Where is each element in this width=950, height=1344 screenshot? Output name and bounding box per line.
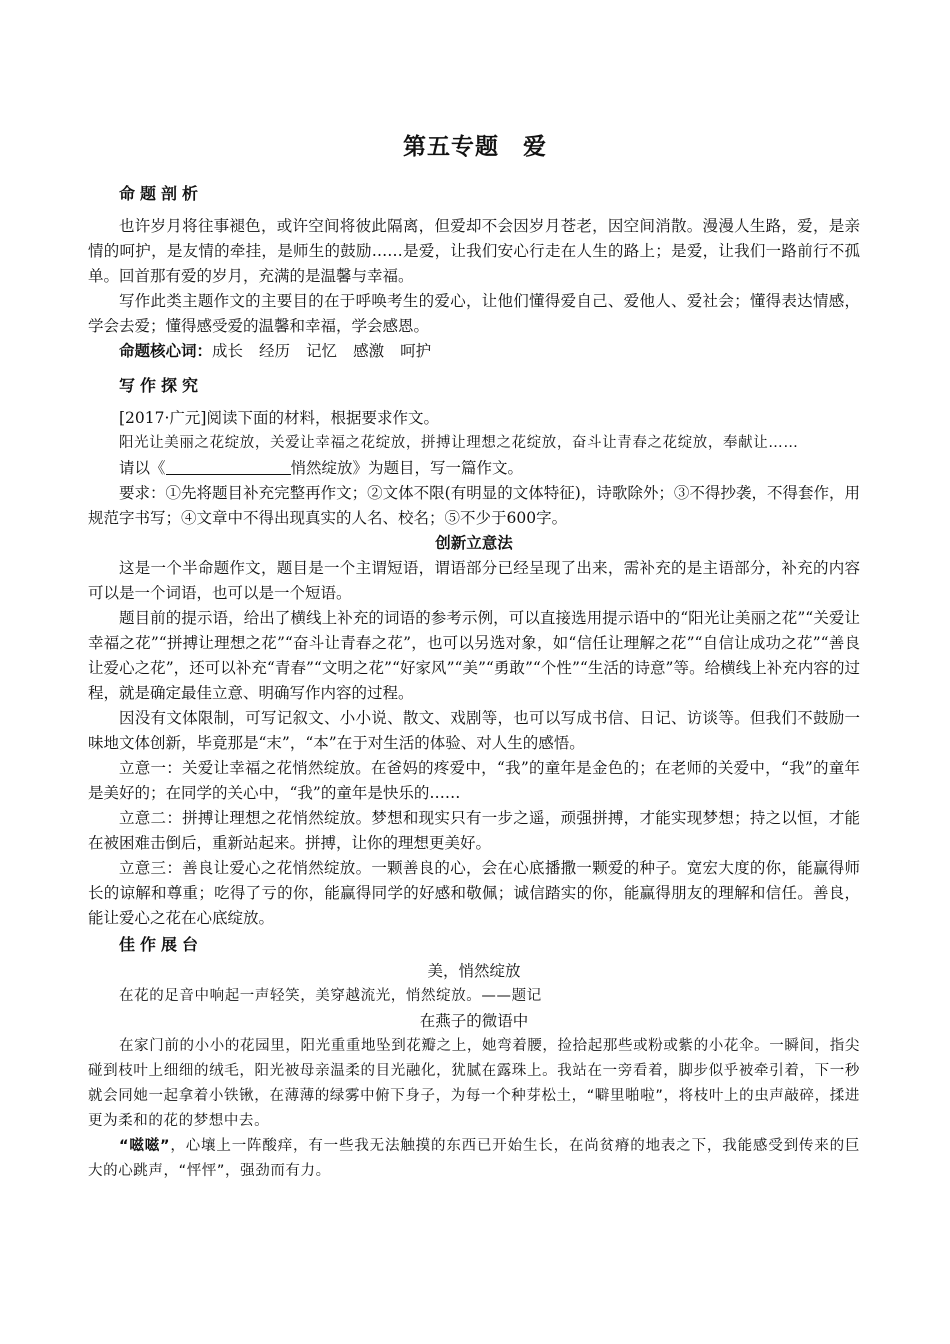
keyword: 感激 xyxy=(353,342,385,360)
source-line: [2017·广元]阅读下面的材料，根据要求作文。 xyxy=(119,409,439,427)
essay-text: ，心壤上一阵酸痒，有一些我无法触摸的东西已开始生长，在尚贫瘠的地表之下，我能感受到传来的巨大的心跳声，“怦怦”，强劲而有力。 xyxy=(88,1138,860,1179)
page-title: 第五专题 爱 xyxy=(403,134,547,160)
document-body xyxy=(88,180,860,1184)
requirements: 要求：①先将题目补充完整再作文；②文体不限(有明显的文体特征)，诗歌除外；③不得抄袭，不得套作，用规范字书写；④文章中不得出现真实的人名、校名；⑤不少于600字。 xyxy=(88,484,860,527)
keyword: 经历 xyxy=(259,342,291,360)
prompt-pre: 请以《 xyxy=(119,459,166,477)
essay-subtitle: 在燕子的微语中 xyxy=(419,1012,529,1030)
epigraph: 在花的足音中响起一声轻笑，美穿越流光，悄然绽放。——题记 xyxy=(119,988,542,1004)
idea-1: 立意一：关爱让幸福之花悄然绽放。在爸妈的疼爱中，“我”的童年是金色的；在老师的关爱中，“我”的童年是美好的；在同学的关心中，“我”的童年是快乐的…… xyxy=(88,759,860,802)
prompt-post: 悄然绽放》为题目，写一篇作文。 xyxy=(290,459,524,477)
paragraph: 这是一个半命题作文，题目是一个主谓短语，谓语部分已经呈现了出来，需补充的是主语部分，补充的内容可以是一个词语，也可以是一个短语。 xyxy=(88,559,860,602)
method-heading: 创新立意法 xyxy=(435,534,513,552)
keywords-label: 命题核心词： xyxy=(119,342,213,360)
idea-2: 立意二：拼搏让理想之花悄然绽放。梦想和现实只有一步之遥，顽强拼搏，才能实现梦想；持之以恒，才能在被困难击倒后，重新站起来。拼搏，让你的理想更美好。 xyxy=(88,809,860,852)
keyword: 成长 xyxy=(212,342,244,360)
essay-paragraph xyxy=(88,1134,860,1184)
paragraph: 写作此类主题作文的主要目的在于呼唤考生的爱心，让他们懂得爱自己、爱他人、爱社会；懂得表达情感，学会去爱；懂得感受爱的温馨和幸福，学会感恩。 xyxy=(88,292,860,335)
idea-3: 立意三：善良让爱心之花悄然绽放。一颗善良的心，会在心底播撒一颗爱的种子。宽宏大度的你，能赢得师长的谅解和尊重；吃得了亏的你，能赢得同学的好感和敬佩；诚信踏实的你，能赢得朋友的理解和信任。善良，能让爱心之花在心底绽放。 xyxy=(88,859,860,927)
keyword: 记忆 xyxy=(306,342,338,360)
keywords-line xyxy=(88,339,860,364)
paragraph: 因没有文体限制，可写记叙文、小小说、散文、戏剧等，也可以写成书信、日记、访谈等。但我们不鼓励一味地文体创新，毕竟那是“末”，“本”在于对生活的体验、对人生的感悟。 xyxy=(88,709,860,752)
prompt-line xyxy=(88,456,860,481)
paragraph: 题目前的提示语，给出了横线上补充的词语的参考示例，可以直接选用提示语中的“阳光让美丽之花”“关爱让幸福之花”“拼搏让理想之花”“奋斗让青春之花”，也可以另选对象，如“信任让理解之花”“自信让成功之花”“善良让爱心之花”，还可以补充“青春”“文明之花”“好家风”“美”“勇敢”“个性”“生活的诗意”等。给横线上补充内容的过程，就是确定最佳立意、明确写作内容的过程。 xyxy=(88,609,860,702)
section-heading-showcase: 佳作展台 xyxy=(119,935,204,954)
material-text: 阳光让美丽之花绽放，关爱让幸福之花绽放，拼搏让理想之花绽放，奋斗让青春之花绽放，奉献让…… xyxy=(119,435,799,451)
onomatopoeia: “嗞嗞” xyxy=(119,1138,171,1154)
essay-paragraph: 在家门前的小小的花园里，阳光重重地坠到花瓣之上，她弯着腰，捡拾起那些或粉或紫的小花伞。一瞬间，指尖碰到枝叶上细细的绒毛，阳光被母亲温柔的目光融化，犹腻在露珠上。我站在一旁看着，脚步似乎被牵引着，下一秒就会同她一起拿着小铁锹，在薄薄的绿雾中俯下身子，为每一个种芽松土，“噼里啪啦”，将枝叶上的虫声敲碎，揉进更为柔和的花的梦想中去。 xyxy=(88,1038,860,1129)
paragraph: 也许岁月将往事褪色，或许空间将彼此隔离，但爱却不会因岁月苍老，因空间消散。漫漫人生路，爱，是亲情的呵护，是友情的牵挂，是师生的鼓励……是爱，让我们安心行走在人生的路上；是爱，让我们一路前行不孤单。回首那有爱的岁月，充满的是温馨与幸福。 xyxy=(88,217,860,285)
keyword: 呵护 xyxy=(400,342,432,360)
essay-title: 美，悄然绽放 xyxy=(427,962,521,980)
section-heading-explore: 写作探究 xyxy=(119,376,204,395)
title-blank xyxy=(166,458,291,475)
section-heading-analysis: 命题剖析 xyxy=(119,184,204,203)
